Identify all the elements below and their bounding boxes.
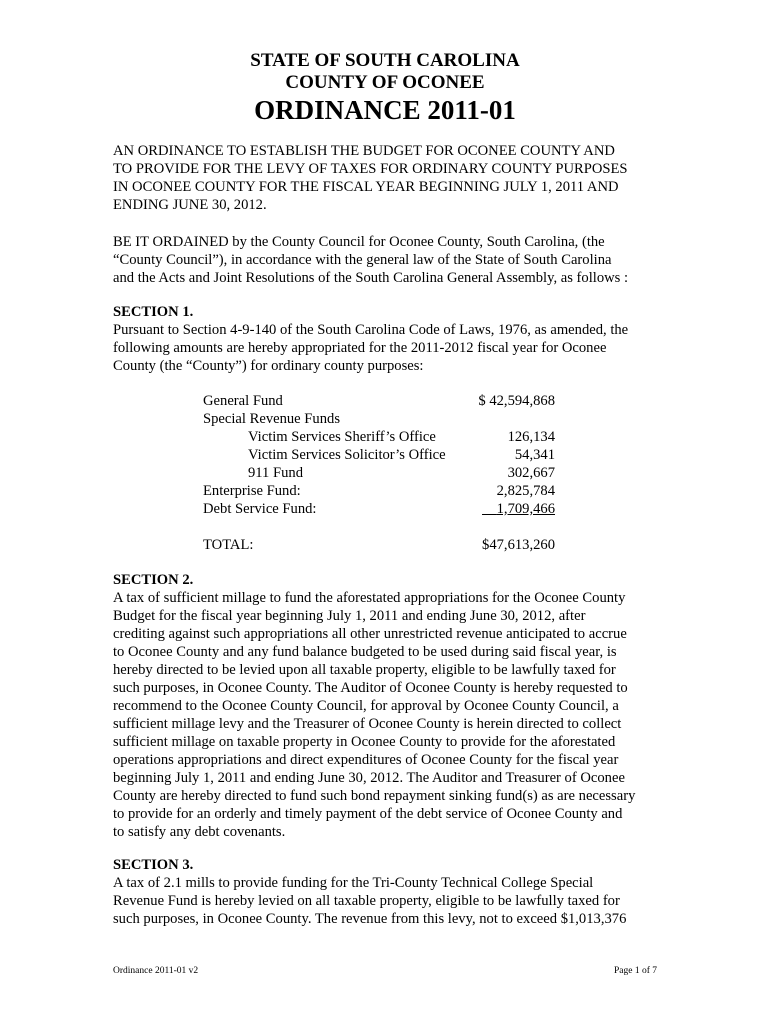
intro-line: TO PROVIDE FOR THE LEVY OF TAXES FOR ORDINARY COUNTY PURPOSES: [113, 161, 628, 177]
total-label: TOTAL:: [203, 537, 254, 553]
fund-amount: 302,667: [507, 465, 555, 481]
total-row: [203, 536, 555, 554]
footer-document-id: Ordinance 2011-01 v2: [113, 966, 199, 976]
section2-line: crediting against such appropriations all other unrestricted revenue anticipated to accrue: [113, 626, 627, 642]
section2-line: to satisfy any debt covenants.: [113, 824, 286, 840]
intro-line: ENDING JUNE 30, 2012.: [113, 197, 267, 213]
section1-heading: SECTION 1.: [113, 304, 194, 320]
ordained-line: and the Acts and Joint Resolutions of the South Carolina General Assembly, as follows :: [113, 270, 629, 286]
section1-line: Pursuant to Section 4-9-140 of the South Carolina Code of Laws, 1976, as amended, the: [113, 322, 629, 338]
section3-line: A tax of 2.1 mills to provide funding for the Tri-County Technical College Special: [113, 875, 594, 891]
fund-amount: [482, 500, 555, 518]
fund-amount: 54,341: [514, 447, 555, 463]
total-amount: $47,613,260: [482, 537, 555, 553]
fund-label: General Fund: [203, 393, 283, 409]
section2-line: beginning July 1, 2011 and ending June 30, 2012. The Auditor and Treasurer of Oconee: [113, 770, 625, 786]
section3-line: such purposes, in Oconee County. The revenue from this levy, not to exceed $1,013,376: [113, 911, 627, 927]
section2-line: County are hereby directed to fund such bond repayment sinking fund(s) as are necessary: [113, 788, 636, 804]
ordained-line: BE IT ORDAINED by the County Council for Oconee County, South Carolina, (the: [113, 234, 605, 250]
ordinance-title: ORDINANCE 2011-01: [254, 95, 516, 125]
county-heading: COUNTY OF OCONEE: [285, 72, 485, 93]
fund-label: 911 Fund: [248, 465, 304, 481]
section2-line: such purposes, in Oconee County. The Auditor of Oconee County is hereby requested to: [113, 680, 628, 696]
section2-line: operations appropriations and direct expenditures of Oconee County for the fiscal year: [113, 752, 619, 768]
intro-line: IN OCONEE COUNTY FOR THE FISCAL YEAR BEGINNING JULY 1, 2011 AND: [113, 179, 619, 195]
table-row: [203, 482, 555, 500]
table-row: [203, 410, 555, 428]
fund-label: Special Revenue Funds: [203, 411, 340, 427]
section2-line: sufficient millage on taxable property in Oconee County to provide for the aforestated: [113, 734, 616, 750]
section2-line: Budget for the fiscal year beginning July 1, 2011 and ending June 30, 2012, after: [113, 608, 586, 624]
table-row: [203, 446, 555, 464]
table-row: [203, 500, 555, 518]
fund-amount-value: 1,709,466: [496, 501, 555, 517]
fund-label: Debt Service Fund:: [203, 501, 317, 517]
fund-amount: 2,825,784: [496, 483, 555, 499]
section2-line: sufficient millage levy and the Treasurer of Oconee County is herein directed to collect: [113, 716, 622, 732]
section2-line: A tax of sufficient millage to fund the aforestated appropriations for the Oconee County: [113, 590, 626, 606]
section2-line: to provide for an orderly and timely payment of the debt service of Oconee County and: [113, 806, 623, 822]
section1-line: County (the “County”) for ordinary county purposes:: [113, 358, 424, 374]
intro-line: AN ORDINANCE TO ESTABLISH THE BUDGET FOR OCONEE COUNTY AND: [113, 143, 615, 159]
section2-line: hereby directed to be levied upon all taxable property, eligible to be lawfully taxed for: [113, 662, 616, 678]
section1-paragraph: [113, 321, 663, 375]
ordained-paragraph: [113, 233, 663, 287]
table-row: [203, 392, 555, 410]
intro-paragraph: [113, 142, 663, 214]
section2-heading: SECTION 2.: [113, 572, 194, 588]
table-row: [203, 464, 555, 482]
section2-paragraph: [113, 589, 663, 841]
fund-label: Enterprise Fund:: [203, 483, 301, 499]
section3-paragraph: [113, 874, 663, 928]
fund-amount: 126,134: [507, 429, 555, 445]
section3-line: Revenue Fund is hereby levied on all taxable property, eligible to be lawfully taxed for: [113, 893, 620, 909]
footer-page-number: Page 1 of 7: [613, 966, 657, 976]
table-row: [203, 428, 555, 446]
ordained-line: “County Council”), in accordance with the general law of the State of South Carolina: [113, 252, 612, 268]
section2-line: recommend to the Oconee County Council, for approval by Oconee County Council, a: [113, 698, 619, 714]
state-heading: STATE OF SOUTH CAROLINA: [250, 50, 520, 71]
fund-label: Victim Services Sheriff’s Office: [248, 429, 436, 445]
appropriations-table: [203, 392, 555, 554]
section2-line: to Oconee County and any fund balance budgeted to be used during said fiscal year, is: [113, 644, 617, 660]
fund-amount: $ 42,594,868: [478, 393, 555, 409]
fund-label: Victim Services Solicitor’s Office: [248, 447, 446, 463]
section3-heading: SECTION 3.: [113, 857, 194, 873]
section1-line: following amounts are hereby appropriated for the 2011-2012 fiscal year for Oconee: [113, 340, 607, 356]
